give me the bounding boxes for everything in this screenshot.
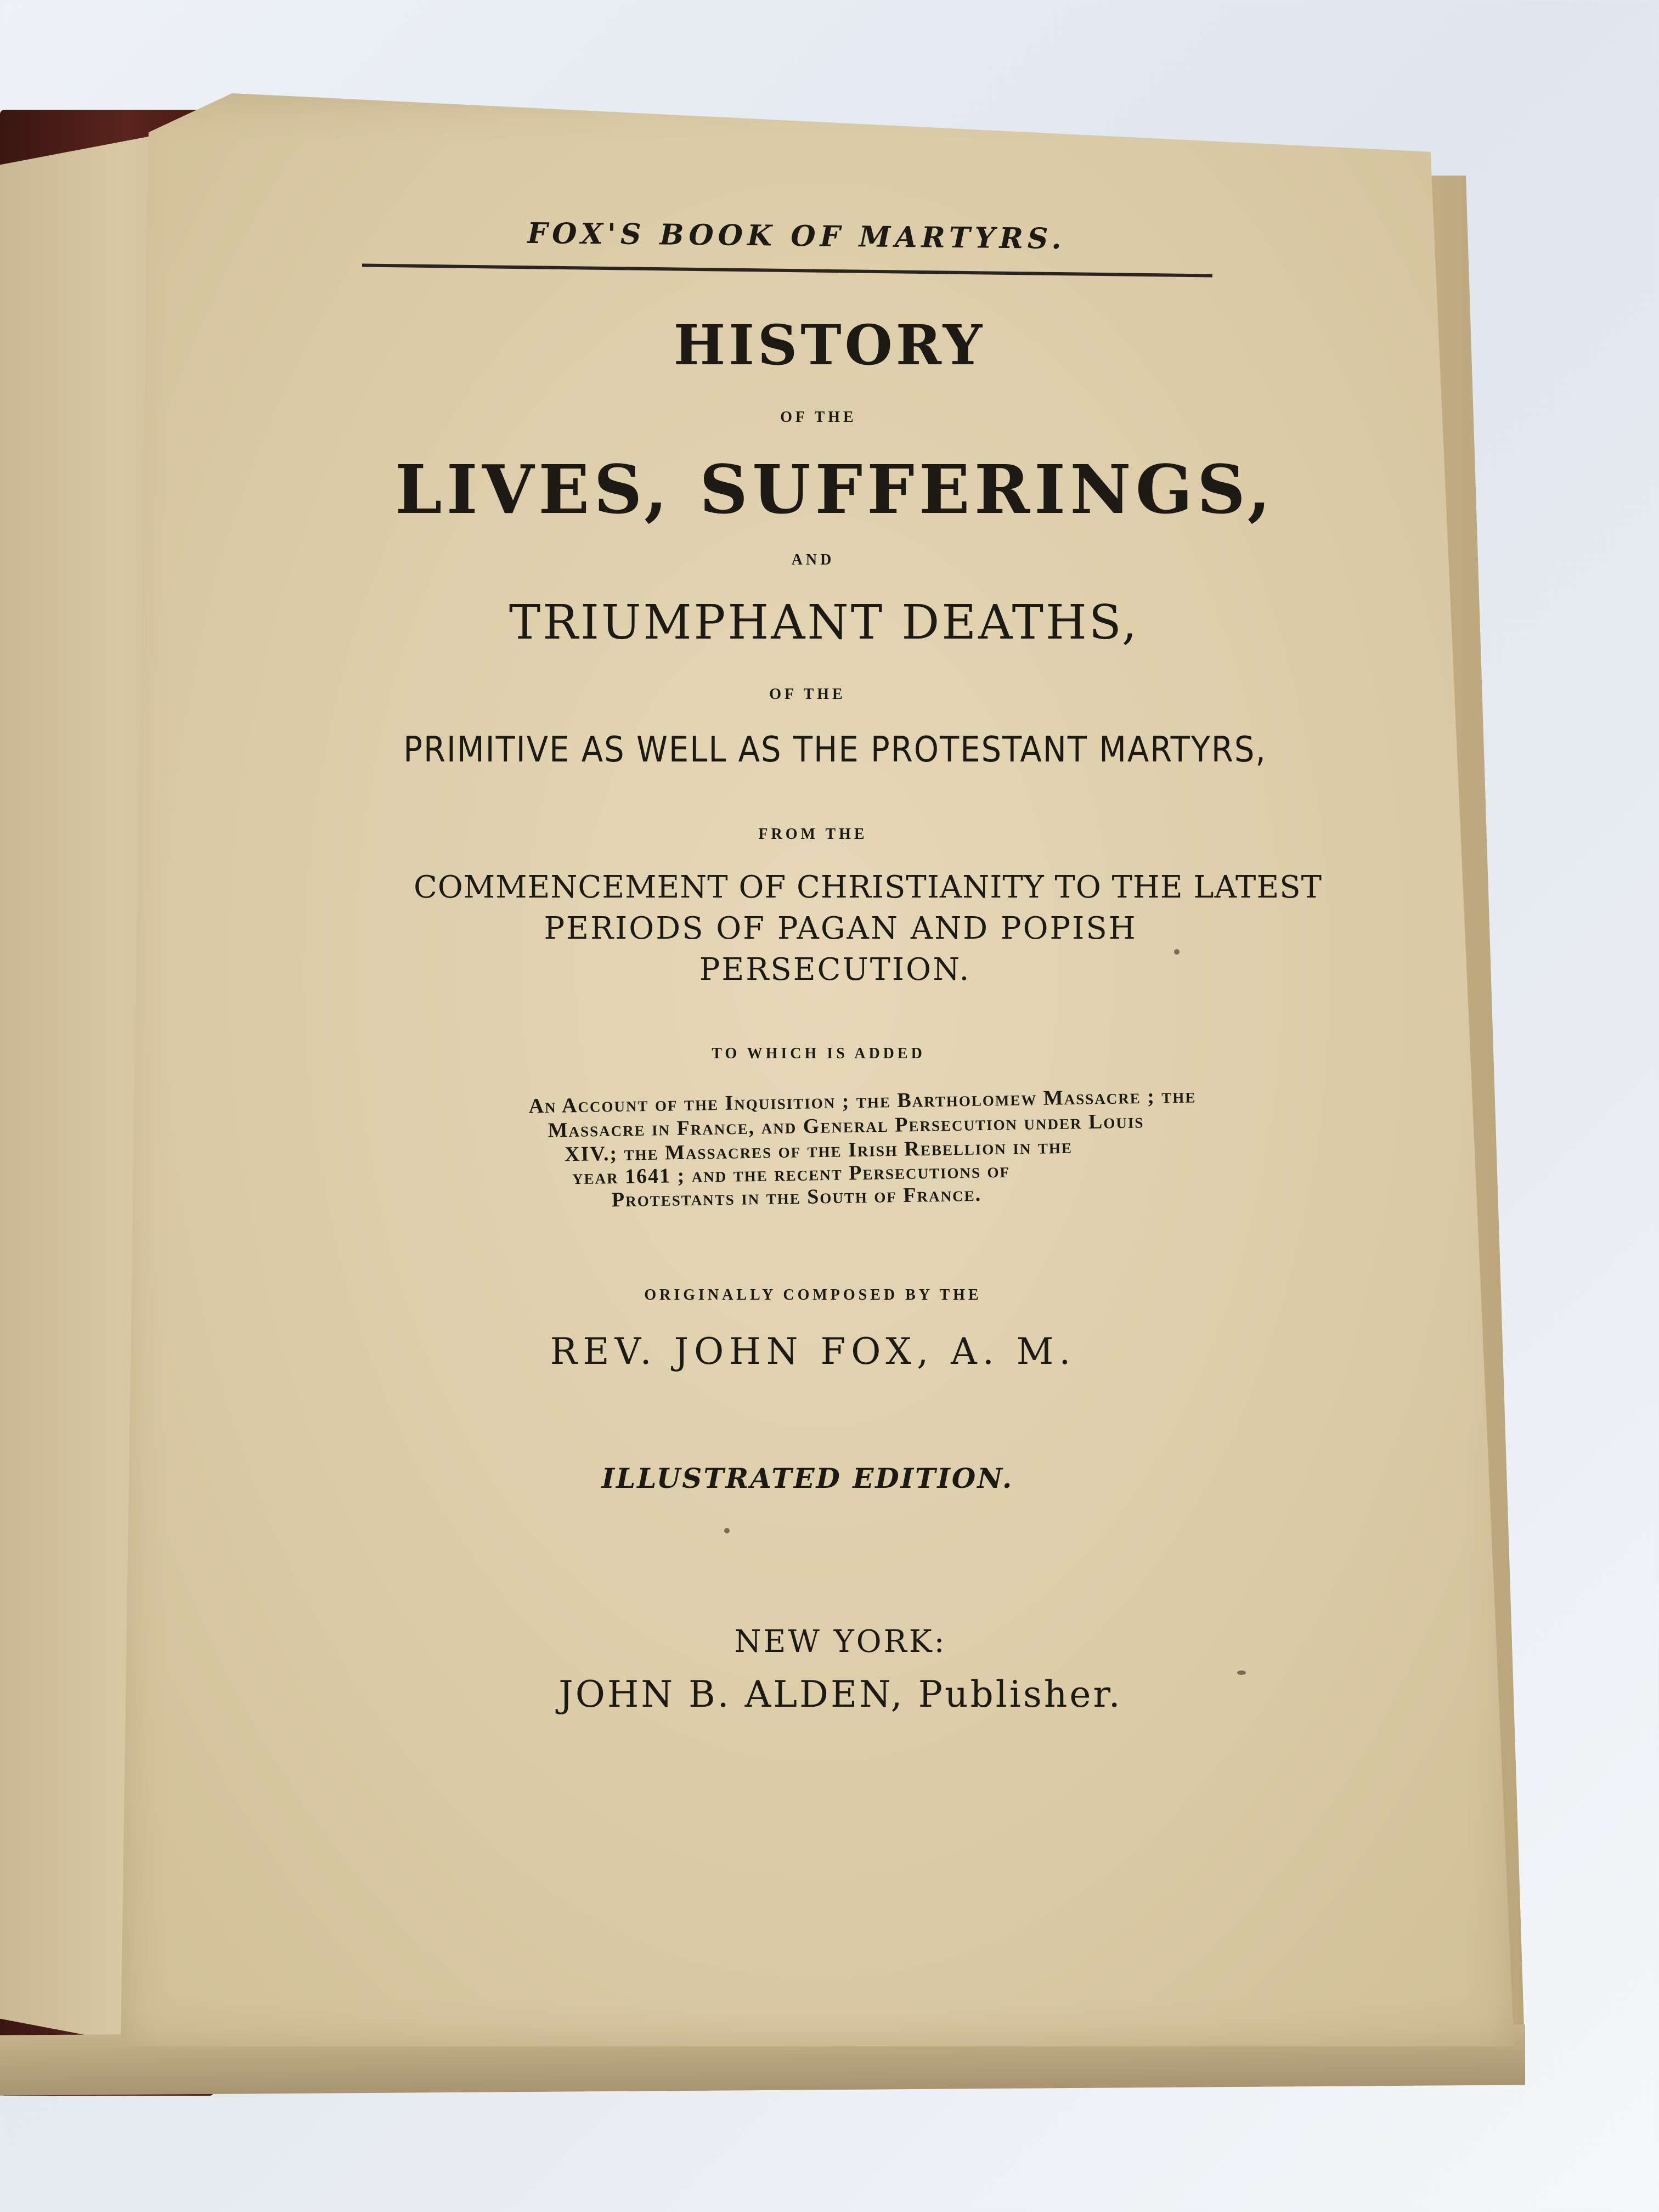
title-lives: LIVES, SUFFERINGS, xyxy=(394,450,1276,529)
account-line: An Account of the Inquisition ; the Bartholomew Massacre ; the xyxy=(528,1084,1197,1118)
title-commencement: COMMENCEMENT OF CHRISTIANITY TO THE LATEST xyxy=(414,870,1322,905)
publisher-name: JOHN B. ALDEN, Publisher. xyxy=(558,1673,1122,1716)
paper-speck xyxy=(1174,949,1180,955)
author-name: REV. JOHN FOX, A. M. xyxy=(550,1330,1076,1373)
connector-to-which: TO WHICH IS ADDED xyxy=(712,1045,926,1062)
publisher-city: NEW YORK: xyxy=(734,1624,947,1660)
account-line: Massacre in France, and General Persecution under Louis xyxy=(548,1109,1144,1142)
paper-speck xyxy=(1237,1671,1246,1675)
connector-originally: ORIGINALLY COMPOSED BY THE xyxy=(644,1286,982,1304)
title-triumphant: TRIUMPHANT DEATHS, xyxy=(509,595,1139,650)
connector-of-the: OF THE xyxy=(780,409,857,426)
title-periods: PERIODS OF PAGAN AND POPISH xyxy=(544,911,1137,946)
title-page xyxy=(121,93,1514,2046)
paper-speck xyxy=(724,1528,730,1533)
connector-of-the-2: OF THE xyxy=(769,686,846,703)
edition-label: ILLUSTRATED EDITION. xyxy=(601,1462,1014,1494)
account-line: XIV.; the Massacres of the Irish Rebellion in the xyxy=(564,1135,1073,1166)
title-history: HISTORY xyxy=(673,313,986,377)
account-line: year 1641 ; and the recent Persecutions of xyxy=(572,1159,1011,1189)
connector-and: AND xyxy=(791,551,835,568)
account-line: Protestants in the South of France. xyxy=(611,1182,982,1212)
title-primitive: PRIMITIVE AS WELL AS THE PROTESTANT MARTYRS, xyxy=(403,730,1267,770)
connector-from-the: FROM THE xyxy=(758,826,868,843)
running-head: FOX'S BOOK OF MARTYRS. xyxy=(527,216,1066,256)
title-persecution: PERSECUTION. xyxy=(699,952,971,988)
